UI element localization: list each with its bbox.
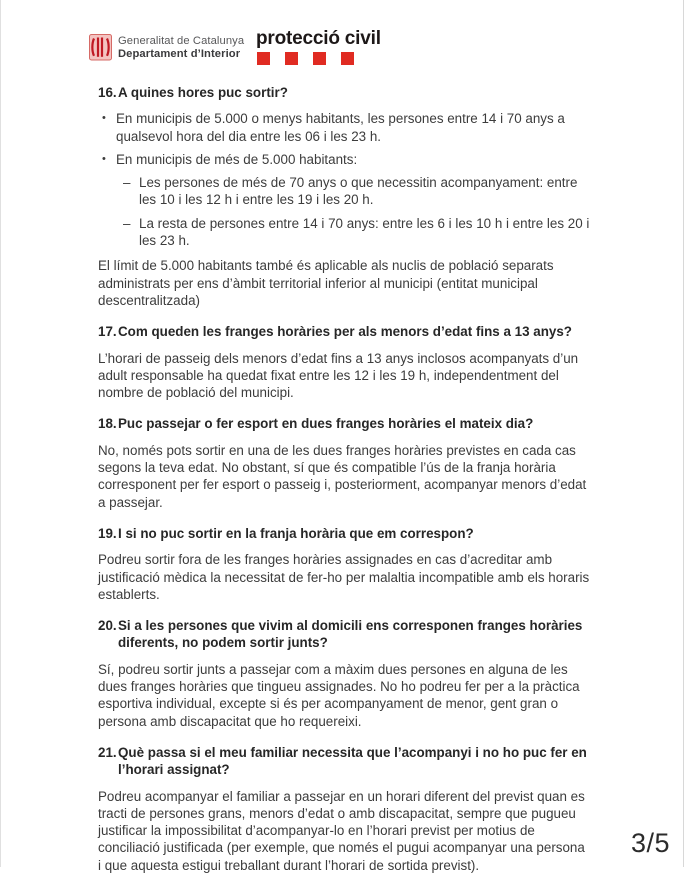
org-name-block — [118, 34, 244, 61]
question-number: 20. — [98, 618, 117, 634]
bullet-item — [98, 151, 591, 168]
question-number: 21. — [98, 744, 117, 760]
question-heading — [98, 415, 591, 432]
faq-list — [98, 84, 591, 880]
senyera-shield-icon — [89, 34, 112, 62]
question-heading — [98, 617, 591, 652]
bullet-item — [98, 110, 591, 145]
proteccio-civil-brand — [256, 28, 381, 65]
answer-paragraph: El límit de 5.000 habitants també és aplicable als nuclis de població separats administrats per ens d’àmbit territorial inferior al municipi (entitat municipal descentralitzada) — [98, 258, 554, 308]
question-number: 19. — [98, 525, 117, 541]
red-square — [285, 52, 298, 65]
item-text: En municipis de més de 5.000 habitants: — [116, 151, 358, 167]
bullet-marker: • — [102, 112, 106, 125]
answer-paragraph: Podreu acompanyar el familiar a passejar en un horari diferent del previst quan es tracti de persones grans, menors d’edat o amb discapacitat, sempre que pugueu justificar la impossibilitat d’acompanyar-lo en l’horari previst per motius de conciliació justificada (per exemple, que només el pugui acompanyar una persona i que aquesta estigui treballant durant l’horari de sortida previst). — [98, 788, 585, 873]
question-text: A quines hores puc sortir? — [118, 85, 288, 100]
answer-paragraph: Sí, podreu sortir junts a passejar com a màxim dues persones en alguna de les dues franges horàries que tingueu assignades. No ho podreu fer per a la pràctica esportiva individual, excepte si és per acompanyament de menor, gent gran o persona amb discapacitat que ho requereixi. — [98, 661, 580, 729]
dash-marker: – — [123, 175, 131, 191]
item-text: En municipis de 5.000 o menys habitants, les persones entre 14 i 70 anys a qualsevol hora del dia entre les 06 i les 23 h. — [116, 111, 565, 144]
org-name: Generalitat de Catalunya — [118, 35, 245, 47]
dash-marker: – — [123, 215, 131, 231]
red-square — [257, 52, 270, 65]
question-number: 18. — [98, 416, 117, 432]
answer-paragraph: No, només pots sortir en una de les dues franges horàries previstes en cada cas segons la teva edat. No obstant, sí que és compatible l’ús de la franja horària corresponent per fer esport o passeig i, posteriorment, acompanyar menors d’edat a passejar. — [98, 442, 587, 510]
question-heading — [98, 84, 591, 101]
gencat-logo-block — [89, 34, 244, 62]
brand-title: protecció civil — [256, 28, 381, 49]
question-heading — [98, 323, 591, 340]
question-text: Si a les persones que vivim al domicili ens corresponen franges horàries diferents, no podem sortir junts? — [118, 618, 583, 651]
question-text: Com queden les franges horàries per als menors d’edat fins a 13 anys? — [118, 324, 572, 340]
bullet-marker: • — [102, 152, 106, 165]
department-name: Departament d’Interior — [118, 48, 241, 60]
question-text: Què passa si el meu familiar necessita que l’acompanyi i no ho puc fer en l’horari assignat? — [118, 744, 587, 778]
question-heading — [98, 744, 591, 779]
page-number: 3/5 — [630, 828, 670, 858]
red-square — [313, 52, 326, 65]
answer-paragraph: Podreu sortir fora de les franges horàries assignades en cas d’acreditar amb justificació mèdica la necessitat de fer-ho per malaltia incompatible amb els horaris establerts. — [98, 552, 590, 602]
dash-item — [123, 215, 591, 250]
question-number: 17. — [98, 324, 117, 340]
red-square — [341, 52, 354, 65]
brand-squares — [257, 52, 381, 65]
answer-paragraph: L’horari de passeig dels menors d’edat fins a 13 anys inclosos acompanyats d’un adult responsable ha quedat fixat entre les 12 i les 19 h, independentment del nombre de població del municipi. — [98, 350, 579, 401]
dash-item — [123, 174, 591, 209]
item-text: Les persones de més de 70 anys o que necessitin acompanyament: entre les 10 i les 12 h i entre les 19 i les 20 h. — [139, 175, 578, 208]
item-text: La resta de persones entre 14 i 70 anys: entre les 6 i les 10 h i entre les 20 i les 23 h. — [139, 215, 590, 249]
question-text: I si no puc sortir en la franja horària que em correspon? — [118, 525, 474, 541]
question-text: Puc passejar o fer esport en dues franges horàries el mateix dia? — [118, 416, 534, 432]
question-heading — [98, 525, 591, 542]
question-number: 16. — [98, 85, 117, 100]
